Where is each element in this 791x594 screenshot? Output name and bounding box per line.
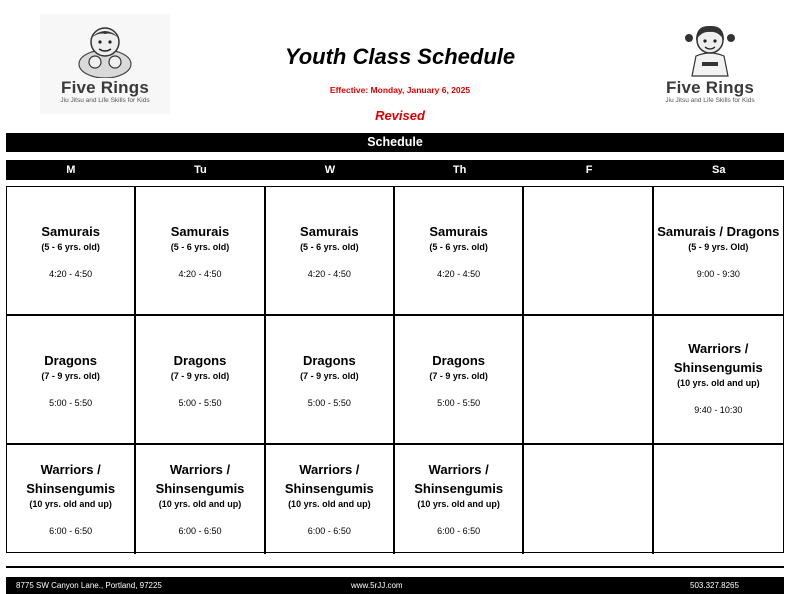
class-name-line1: Warriors /	[169, 462, 231, 477]
class-age: (5 - 6 yrs. old)	[300, 242, 359, 252]
footer-address: 8775 SW Canyon Lane., Portland, 97225	[16, 581, 162, 590]
class-cell	[266, 445, 395, 554]
class-age: (7 - 9 yrs. old)	[41, 371, 100, 381]
class-age: (10 yrs. old and up)	[158, 499, 242, 509]
schedule-grid	[6, 186, 784, 553]
class-time: 9:00 - 9:30	[696, 269, 740, 279]
day-header-saturday: Sa	[712, 164, 726, 176]
class-age: (5 - 6 yrs. old)	[429, 242, 488, 252]
class-name-line1: Warriors /	[40, 462, 101, 477]
class-cell	[395, 445, 524, 554]
logo-tagline: Jiu Jitsu and Life Skills for Kids	[665, 97, 755, 104]
class-cell	[266, 187, 395, 316]
footer-bar	[6, 577, 784, 594]
logo-brand: Five Rings	[61, 78, 149, 97]
empty-cell	[524, 187, 653, 316]
class-time: 5:00 - 5:50	[178, 398, 222, 408]
day-header-thursday: Th	[452, 164, 467, 176]
day-header-monday: M	[66, 164, 76, 176]
class-cell	[136, 316, 265, 445]
day-header-tuesday: Tu	[194, 164, 207, 176]
class-name: Dragons	[432, 353, 486, 368]
class-cell	[266, 316, 395, 445]
day-header-wednesday: W	[324, 164, 336, 176]
logo-brand: Five Rings	[666, 78, 754, 97]
class-time: 4:20 - 4:50	[178, 269, 222, 279]
kid-mascot-icon	[75, 22, 135, 78]
class-age: (10 yrs. old and up)	[288, 499, 371, 509]
class-age: (10 yrs. old and up)	[417, 499, 500, 509]
class-cell	[395, 187, 524, 316]
class-age: (7 - 9 yrs. old)	[170, 371, 230, 381]
class-name-line1: Warriors /	[428, 462, 489, 477]
day-header-friday: F	[585, 164, 593, 176]
effective-date: Effective: Monday, January 6, 2025	[329, 85, 471, 95]
footer-phone: 503.327.8265	[690, 581, 739, 590]
class-cell	[654, 187, 783, 316]
class-cell	[654, 316, 783, 445]
class-time: 4:20 - 4:50	[437, 269, 481, 279]
five-rings-logo-left	[40, 14, 170, 114]
class-time: 5:00 - 5:50	[437, 398, 481, 408]
class-name-line2: Shinsengumis	[673, 360, 763, 375]
class-time: 4:20 - 4:50	[307, 269, 351, 279]
logo-tagline: Jiu Jitsu and Life Skills for Kids	[60, 97, 150, 104]
class-name-line1: Warriors /	[688, 341, 749, 356]
empty-cell	[524, 445, 653, 554]
class-age: (5 - 6 yrs. old)	[41, 242, 100, 252]
class-name: Samurais	[300, 224, 359, 239]
class-name: Samurais	[170, 224, 230, 239]
class-cell	[7, 187, 136, 316]
class-name: Dragons	[302, 353, 356, 368]
class-time: 5:00 - 5:50	[49, 398, 93, 408]
schedule-bar: Schedule	[6, 133, 784, 152]
class-cell	[7, 445, 136, 554]
class-age: (7 - 9 yrs. old)	[300, 371, 359, 381]
class-name-line2: Shinsengumis	[155, 481, 245, 496]
page-title: Youth Class Schedule	[284, 44, 516, 69]
class-name-line2: Shinsengumis	[26, 481, 116, 496]
class-time: 6:00 - 6:50	[437, 526, 481, 536]
class-name: Samurais	[41, 224, 100, 239]
class-time: 9:40 - 10:30	[694, 405, 743, 415]
revised-label: Revised	[375, 108, 425, 123]
class-time: 5:00 - 5:50	[307, 398, 351, 408]
day-header-row	[6, 160, 784, 180]
class-name: Dragons	[44, 353, 98, 368]
class-age: (10 yrs. old and up)	[29, 499, 112, 509]
girl-mascot-icon	[680, 22, 740, 78]
class-age: (7 - 9 yrs. old)	[429, 371, 488, 381]
empty-cell	[524, 316, 653, 445]
class-age: (10 yrs. old and up)	[677, 378, 760, 388]
five-rings-logo-right	[645, 14, 775, 114]
class-time: 6:00 - 6:50	[49, 526, 93, 536]
divider	[6, 566, 784, 568]
class-name-line2: Shinsengumis	[284, 481, 374, 496]
class-cell	[136, 445, 265, 554]
empty-cell	[654, 445, 783, 554]
class-time: 6:00 - 6:50	[178, 526, 222, 536]
class-name-line1: Warriors /	[299, 462, 360, 477]
class-cell	[395, 316, 524, 445]
class-time: 6:00 - 6:50	[307, 526, 351, 536]
class-cell	[7, 316, 136, 445]
class-name-line2: Shinsengumis	[414, 481, 504, 496]
footer-website: www.5rJJ.com	[351, 581, 403, 590]
class-name: Dragons	[173, 353, 227, 368]
class-name: Samurais / Dragons	[657, 224, 780, 239]
class-age: (5 - 9 yrs. Old)	[688, 242, 749, 252]
class-cell	[136, 187, 265, 316]
class-time: 4:20 - 4:50	[49, 269, 93, 279]
class-age: (5 - 6 yrs. old)	[170, 242, 230, 252]
class-name: Samurais	[429, 224, 488, 239]
